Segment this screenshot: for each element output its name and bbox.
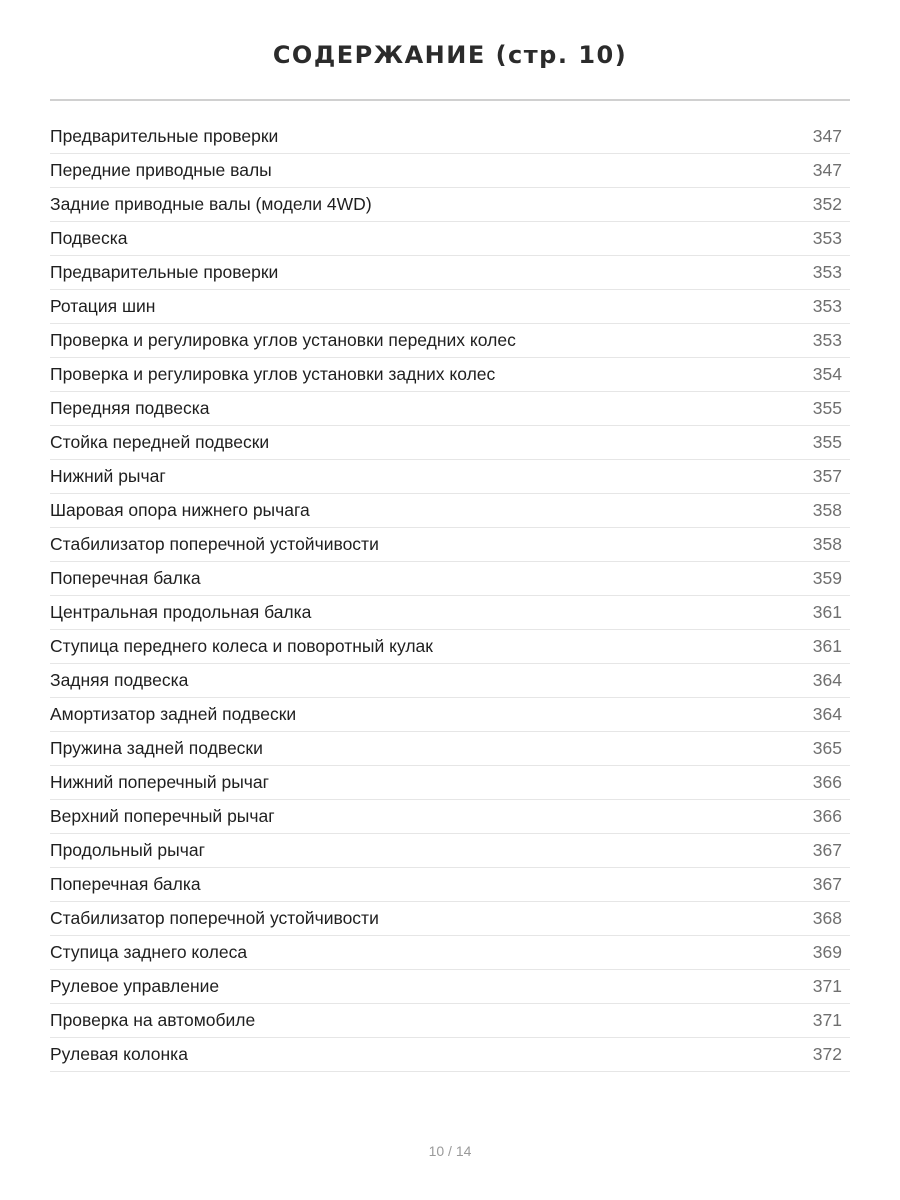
toc-entry[interactable] [50, 290, 850, 324]
toc-entry[interactable] [50, 868, 850, 902]
toc-entry-label: Продольный рычаг [50, 840, 205, 860]
toc-entry-page-number: 367 [812, 840, 842, 860]
toc-entry-page-number: 359 [812, 568, 842, 588]
toc-entry[interactable] [50, 800, 850, 834]
toc-entry-page-number: 366 [812, 772, 842, 792]
toc-entry[interactable] [50, 528, 850, 562]
toc-entry-page-number: 361 [812, 602, 842, 622]
toc-entry-page-number: 353 [812, 296, 842, 316]
toc-entry-label: Передняя подвеска [50, 398, 210, 418]
toc-entry-page-number: 358 [812, 500, 842, 520]
toc-entry[interactable] [50, 596, 850, 630]
toc-entry-label: Амортизатор задней подвески [50, 704, 297, 724]
toc-entry-page-number: 366 [812, 806, 842, 826]
toc-entry[interactable] [50, 902, 850, 936]
toc-entry[interactable] [50, 222, 850, 256]
toc-entry-label: Задняя подвеска [50, 670, 189, 690]
toc-entry[interactable] [50, 936, 850, 970]
toc-entry[interactable] [50, 732, 850, 766]
toc-entry-label: Ротация шин [50, 296, 156, 316]
toc-entry-page-number: 355 [812, 398, 842, 418]
toc-entry-label: Стойка передней подвески [50, 432, 270, 452]
toc-entry[interactable] [50, 766, 850, 800]
toc-entry-page-number: 365 [812, 738, 842, 758]
toc-entry-page-number: 355 [812, 432, 842, 452]
toc-entry-label: Рулевая колонка [50, 1044, 188, 1064]
toc-entry-page-number: 361 [812, 636, 842, 656]
toc-entry-page-number: 347 [812, 160, 842, 180]
toc-entry-page-number: 357 [812, 466, 842, 486]
toc-entry-label: Шаровая опора нижнего рычага [50, 500, 310, 520]
toc-entry[interactable] [50, 154, 850, 188]
toc-entry-label: Поперечная балка [50, 874, 201, 894]
toc-entry-label: Ступица переднего колеса и поворотный кулак [50, 636, 433, 656]
table-of-contents [50, 120, 850, 1072]
toc-entry[interactable] [50, 460, 850, 494]
toc-entry-label: Центральная продольная балка [50, 602, 312, 622]
toc-entry-page-number: 358 [812, 534, 842, 554]
toc-entry[interactable] [50, 188, 850, 222]
toc-entry[interactable] [50, 630, 850, 664]
toc-entry-page-number: 368 [812, 908, 842, 928]
toc-entry[interactable] [50, 562, 850, 596]
toc-entry-page-number: 364 [812, 704, 842, 724]
toc-entry-page-number: 371 [812, 1010, 842, 1030]
toc-entry-page-number: 369 [812, 942, 842, 962]
toc-entry-page-number: 347 [812, 126, 842, 146]
toc-entry[interactable] [50, 256, 850, 290]
toc-entry-label: Нижний поперечный рычаг [50, 772, 270, 792]
toc-entry-label: Стабилизатор поперечной устойчивости [50, 908, 379, 928]
page-indicator: 10 / 14 [428, 1143, 472, 1159]
toc-entry-label: Ступица заднего колеса [50, 942, 248, 962]
toc-entry[interactable] [50, 324, 850, 358]
toc-entry[interactable] [50, 1038, 850, 1072]
toc-entry-label: Нижний рычаг [50, 466, 166, 486]
toc-entry[interactable] [50, 494, 850, 528]
toc-entry-page-number: 371 [812, 976, 842, 996]
toc-entry[interactable] [50, 358, 850, 392]
toc-entry[interactable] [50, 426, 850, 460]
toc-entry[interactable] [50, 1004, 850, 1038]
toc-entry[interactable] [50, 698, 850, 732]
toc-entry-label: Передние приводные валы [50, 160, 272, 180]
toc-entry[interactable] [50, 120, 850, 154]
toc-entry-page-number: 353 [812, 262, 842, 282]
toc-entry-label: Проверка и регулировка углов установки задних колес [50, 364, 496, 384]
toc-entry-label: Предварительные проверки [50, 262, 279, 282]
toc-entry-page-number: 353 [812, 228, 842, 248]
toc-entry-page-number: 372 [812, 1044, 842, 1064]
toc-entry-label: Рулевое управление [50, 976, 220, 996]
title-divider [50, 99, 850, 101]
toc-entry[interactable] [50, 834, 850, 868]
toc-entry-label: Проверка и регулировка углов установки передних колес [50, 330, 516, 350]
toc-entry-page-number: 367 [812, 874, 842, 894]
toc-entry-label: Пружина задней подвески [50, 738, 263, 758]
toc-entry-label: Проверка на автомобиле [50, 1010, 256, 1030]
toc-entry-label: Стабилизатор поперечной устойчивости [50, 534, 379, 554]
toc-entry-label: Подвеска [50, 228, 128, 248]
toc-entry-label: Задние приводные валы (модели 4WD) [50, 194, 372, 214]
toc-entry-label: Поперечная балка [50, 568, 201, 588]
toc-entry[interactable] [50, 664, 850, 698]
toc-entry-page-number: 364 [812, 670, 842, 690]
toc-entry-page-number: 353 [812, 330, 842, 350]
toc-entry[interactable] [50, 392, 850, 426]
toc-entry-label: Предварительные проверки [50, 126, 279, 146]
toc-entry-page-number: 352 [812, 194, 842, 214]
toc-entry-page-number: 354 [812, 364, 842, 384]
toc-entry-label: Верхний поперечный рычаг [50, 806, 275, 826]
page-title: СОДЕРЖАНИЕ (стр. 10) [272, 41, 628, 69]
toc-entry[interactable] [50, 970, 850, 1004]
